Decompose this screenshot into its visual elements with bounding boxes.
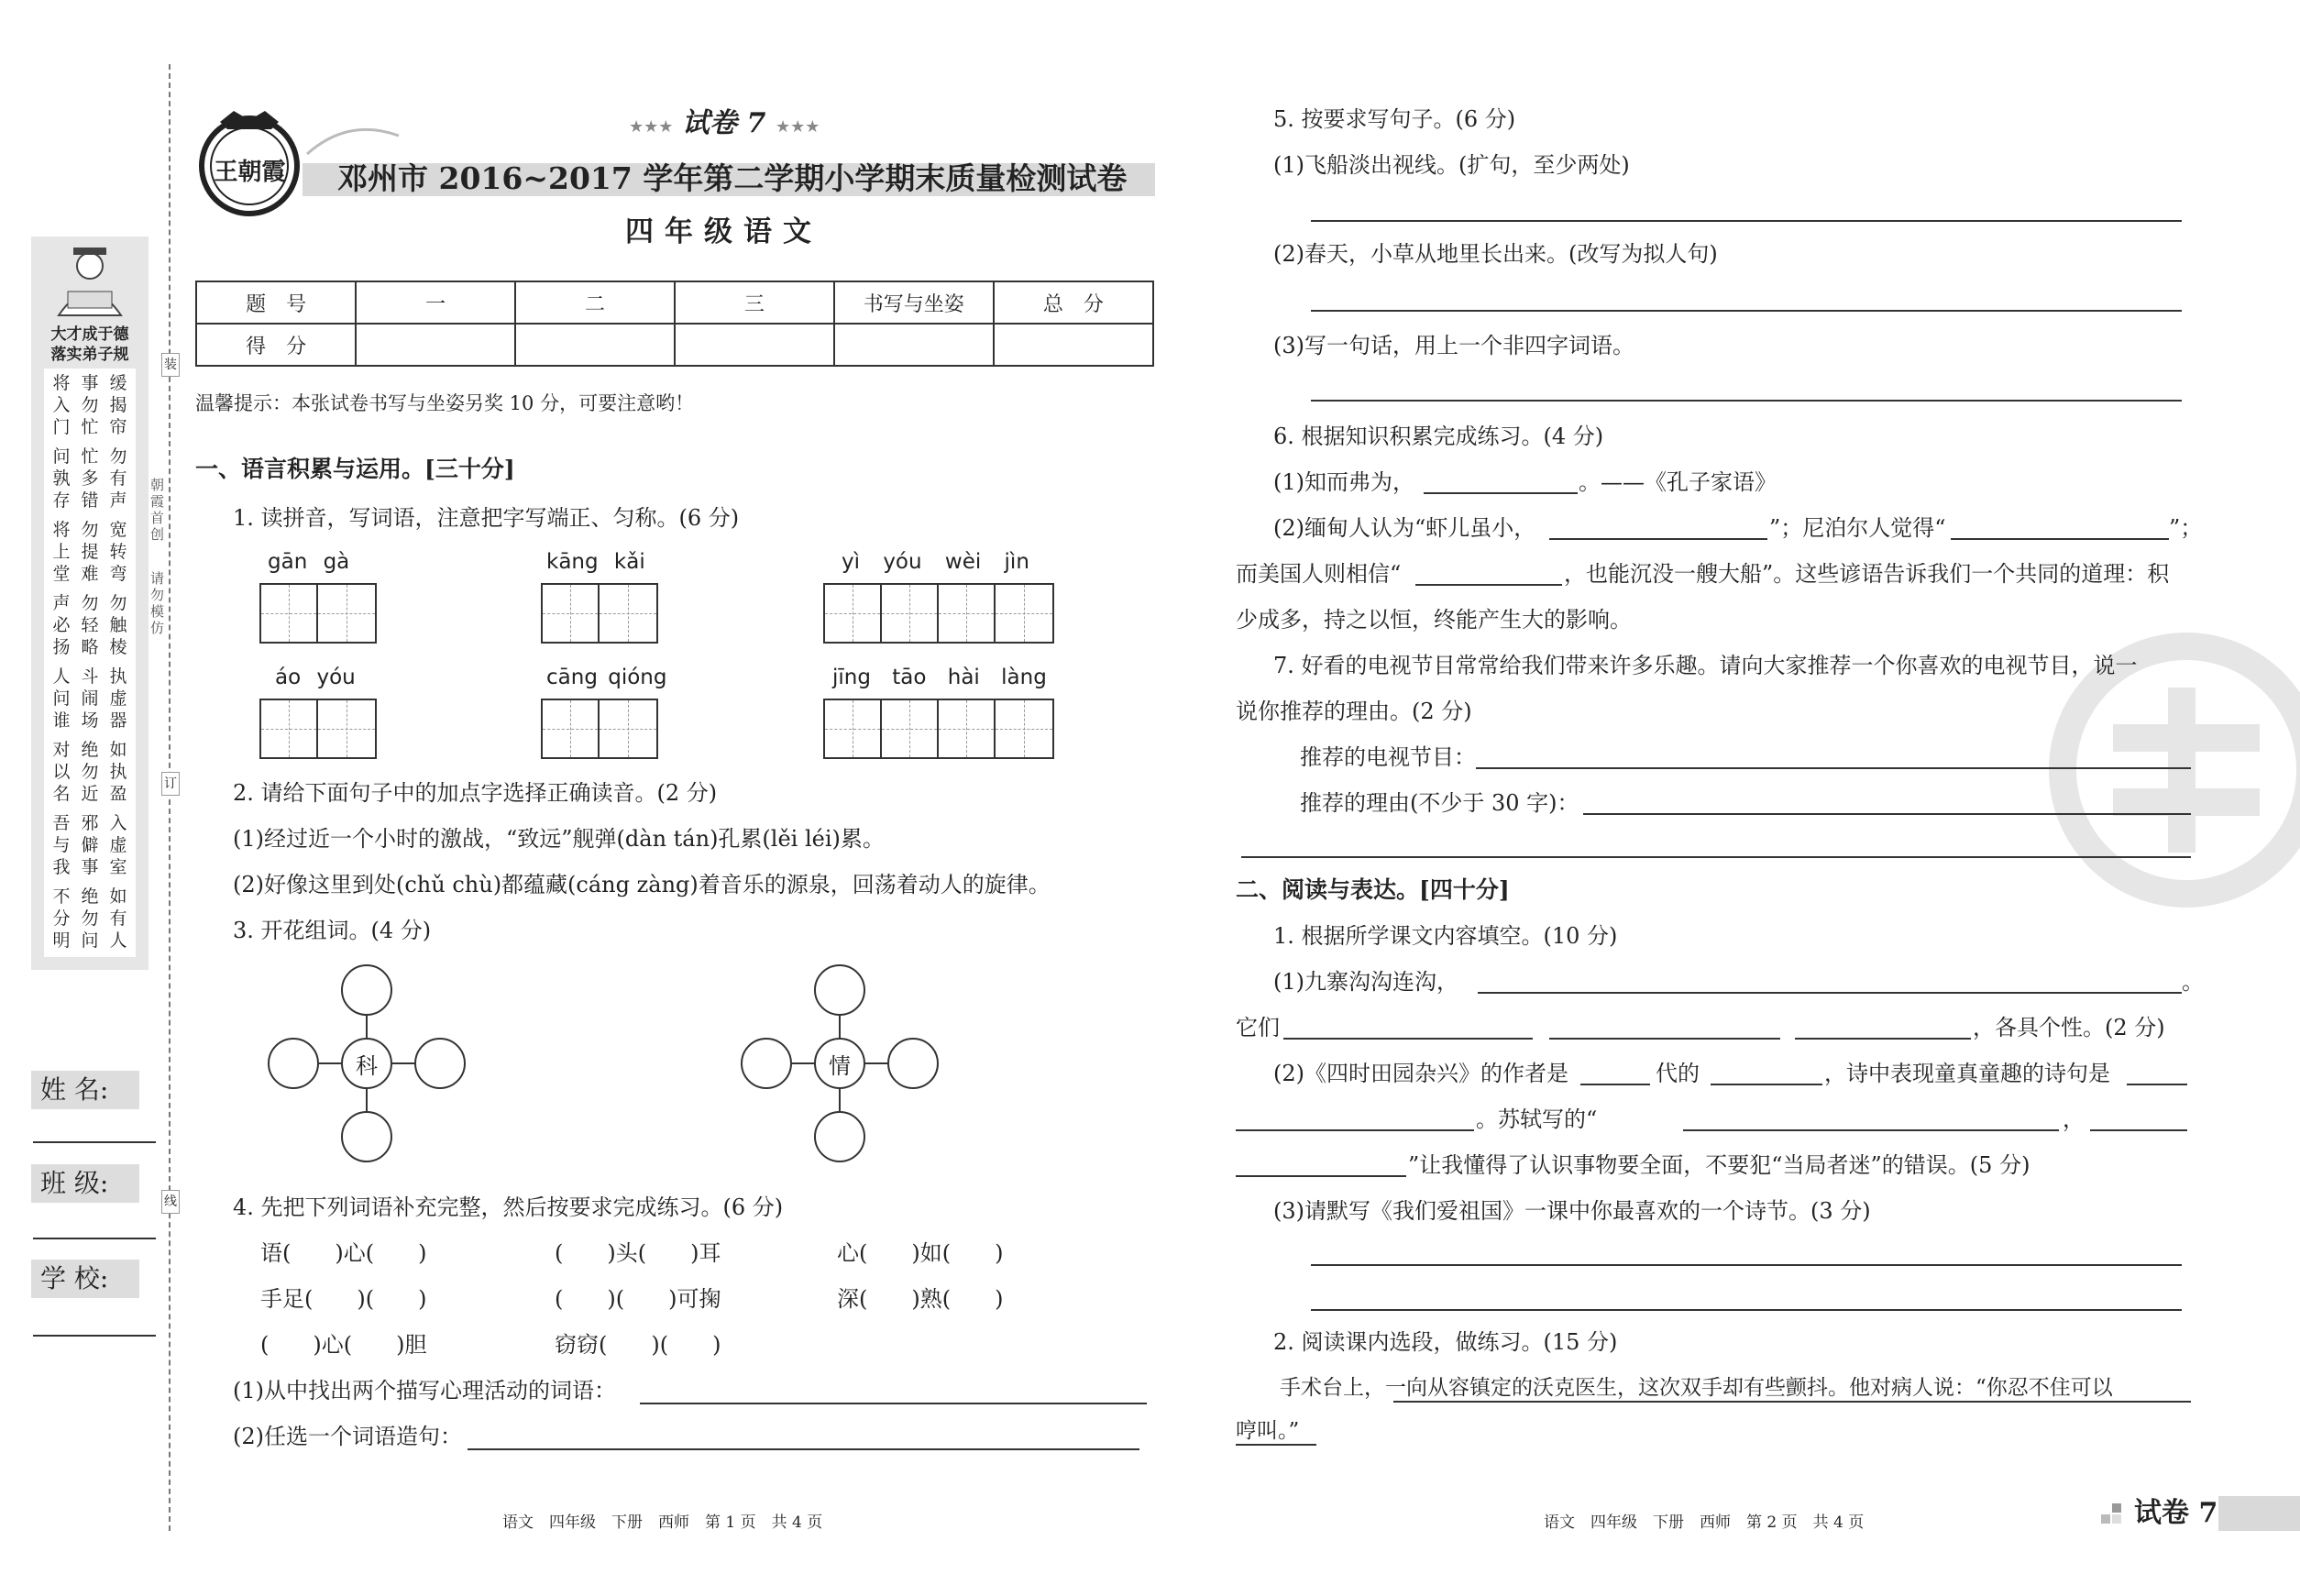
name-field[interactable] xyxy=(33,1141,156,1143)
writing-grid[interactable] xyxy=(541,583,658,644)
petal-blank[interactable] xyxy=(887,1038,939,1089)
pinyin-label: yì yóu wèi jìn xyxy=(842,550,1029,574)
petal-blank[interactable] xyxy=(814,1111,865,1162)
q4-sub-2: (2)任选一个词语造句： xyxy=(233,1424,462,1449)
p2-q1-sub-2d: 。苏轼写的“ xyxy=(1476,1106,1598,1132)
score-table-cell: 得 分 xyxy=(196,324,356,366)
q2-prompt: 2. 请给下面句子中的加点字选择正确读音。(2 分) xyxy=(233,780,718,806)
sidebar-text-panel xyxy=(44,369,136,957)
di-zi-gui-sidebar xyxy=(31,237,149,970)
fill-blank[interactable] xyxy=(1549,538,1767,540)
sidebar-column: 入虚室 xyxy=(109,813,127,877)
q6-sub-1a: (1)知而弗为， xyxy=(1273,469,1414,495)
q7-reason-label: 推荐的理由(不少于 30 字)： xyxy=(1300,790,1579,816)
p2-q2-prompt: 2. 阅读课内选段，做练习。(15 分) xyxy=(1273,1329,1618,1355)
flower-diagram-2 xyxy=(739,963,941,1164)
footer-left: 语文 四年级 下册 西师 第 1 页 共 4 页 xyxy=(502,1513,823,1532)
sidebar-motto-2: 落实弟子规 xyxy=(50,346,129,364)
idiom-blank[interactable]: ( )心( )胆 xyxy=(260,1332,427,1358)
stars-left: ★★★ xyxy=(629,117,674,137)
q6-sub-1b: 。——《孔子家语》 xyxy=(1579,469,1777,495)
p2-q1-sub-1a: (1)九寨沟沟连沟， xyxy=(1273,969,1458,995)
petal-blank[interactable] xyxy=(414,1038,466,1089)
idiom-blank[interactable]: 心( )如( ) xyxy=(837,1240,1004,1266)
answer-line[interactable] xyxy=(1311,220,2182,222)
idiom-blank[interactable]: 手足( )( ) xyxy=(260,1286,427,1312)
footer-right: 语文 四年级 下册 西师 第 2 页 共 4 页 xyxy=(1544,1513,1865,1532)
q3-prompt: 3. 开花组词。(4 分) xyxy=(233,918,432,943)
q6-prompt: 6. 根据知识积累完成练习。(4 分) xyxy=(1273,424,1604,449)
idiom-blank[interactable]: 窃窃( )( ) xyxy=(555,1332,721,1358)
fill-blank[interactable] xyxy=(1580,1084,1650,1085)
footer-tag-band xyxy=(2218,1496,2300,1531)
answer-line[interactable] xyxy=(468,1448,1139,1450)
sidebar-column: 对以名 xyxy=(52,740,71,804)
q2-sentence-1: (1)经过近一个小时的激战，“致远”舰弹(dàn tán)孔累(lěi léi)累。 xyxy=(233,826,885,852)
answer-line[interactable] xyxy=(640,1403,1147,1404)
sidebar-column: 勿轻略 xyxy=(81,593,99,657)
fill-blank[interactable] xyxy=(1424,492,1578,494)
flower-center: 科 xyxy=(341,1038,392,1089)
idiom-blank[interactable]: ( )( )可掬 xyxy=(555,1286,721,1312)
sidebar-column: 将上堂 xyxy=(52,520,71,584)
sidebar-column: 如有人 xyxy=(109,886,127,951)
p2-q1-sub-1b: 它们 xyxy=(1236,1015,1280,1040)
p2-q1-sub-2c: ，诗中表现童真童趣的诗句是 xyxy=(1824,1061,2110,1086)
stars-right: ★★★ xyxy=(776,117,820,137)
warm-tip: 温馨提示：本张试卷书写与坐姿另奖 10 分，可要注意哟！ xyxy=(195,392,695,414)
score-table-header-row xyxy=(196,281,1153,324)
idiom-blank[interactable]: ( )头( )耳 xyxy=(555,1240,721,1266)
tv-program-field[interactable] xyxy=(1476,767,2191,769)
school-label: 学 校: xyxy=(31,1260,139,1298)
sidebar-column: 绝勿近 xyxy=(81,740,99,804)
passage-underline xyxy=(1393,1401,2191,1403)
school-field[interactable] xyxy=(33,1335,156,1337)
wangzhaoxia-logo xyxy=(193,105,307,220)
sidebar-column: 不分明 xyxy=(52,886,71,951)
writing-grid[interactable] xyxy=(823,583,1054,644)
name-label: 姓 名: xyxy=(31,1071,139,1109)
reason-field-continued[interactable] xyxy=(1241,856,2191,858)
fill-blank[interactable] xyxy=(1236,1175,1406,1177)
pinyin-label: gān gà xyxy=(268,550,350,574)
sidebar-column: 勿有声 xyxy=(109,446,127,511)
petal-blank[interactable] xyxy=(341,964,392,1016)
q6-sub-3b: ，也能沉没一艘大船”。这些谚语告诉我们一个共同的道理：积 xyxy=(1564,561,2170,587)
score-table-cell: 三 xyxy=(675,281,834,324)
q6-sub-3a: 而美国人则相信“ xyxy=(1236,561,1402,587)
sidebar-motto-1: 大才成于德 xyxy=(50,325,129,344)
corner-squares-icon-svg xyxy=(2101,1503,2123,1525)
fill-blank[interactable] xyxy=(1683,1129,2059,1131)
sidebar-column: 执虚器 xyxy=(109,666,127,731)
sidebar-column: 绝勿问 xyxy=(81,886,99,951)
idiom-blank[interactable]: 深( )熟( ) xyxy=(837,1286,1004,1312)
fill-blank[interactable] xyxy=(1795,1038,1971,1040)
margin-note-1: 朝霞首创 xyxy=(150,477,165,543)
q5-sub-3: (3)写一句话，用上一个非四字词语。 xyxy=(1273,333,1634,358)
p2-q1-sub-2b: 代的 xyxy=(1656,1061,1700,1086)
p2-q1-sub-1c: ，各具个性。(2 分) xyxy=(1973,1015,2165,1040)
scholar-illustration-icon xyxy=(31,242,149,325)
petal-blank[interactable] xyxy=(341,1111,392,1162)
seal-mark-3: 线 xyxy=(161,1190,180,1214)
sidebar-column: 如执盈 xyxy=(109,740,127,804)
logo-text: 王朝霞 xyxy=(214,159,286,186)
sidebar-column: 忙多错 xyxy=(81,446,99,511)
fill-blank[interactable] xyxy=(1478,992,2182,994)
flower-diagram-1 xyxy=(266,963,468,1164)
sidebar-column: 问孰存 xyxy=(52,446,71,511)
q7-prompt-line1: 7. 好看的电视节目常常给我们带来许多乐趣。请向大家推荐一个你喜欢的电视节目，说一 xyxy=(1273,653,2138,678)
sidebar-column: 缓揭帘 xyxy=(109,373,127,437)
passage-underline xyxy=(1236,1444,1316,1446)
q1-prompt: 1. 读拼音，写词语，注意把字写端正、匀称。(6 分) xyxy=(233,505,740,531)
q6-sub-4: 少成多，持之以恒，终能产生大的影响。 xyxy=(1236,607,1632,633)
score-table xyxy=(195,281,1154,367)
answer-line[interactable] xyxy=(1311,1309,2182,1311)
answer-line[interactable] xyxy=(1311,1264,2182,1266)
sidebar-column: 斗闹场 xyxy=(81,666,99,731)
sidebar-column: 将入门 xyxy=(52,373,71,437)
comma: ， xyxy=(2063,1106,2085,1132)
passage-line-2: 哼叫。” xyxy=(1236,1419,1300,1443)
pinyin-label: áo yóu xyxy=(275,666,356,689)
fill-blank[interactable] xyxy=(1415,584,1562,586)
score-table-cell: 二 xyxy=(515,281,675,324)
writing-grid[interactable] xyxy=(541,699,658,759)
fill-blank[interactable] xyxy=(1549,1038,1780,1040)
q7-prompt-line2: 说你推荐的理由。(2 分) xyxy=(1236,699,1472,724)
sidebar-column: 声必扬 xyxy=(52,593,71,657)
idiom-blank[interactable]: 语( )心( ) xyxy=(260,1240,427,1266)
passage-line-1: 手术台上，一向从容镇定的沃克医生，这次双手却有些颤抖。他对病人说：“你忍不住可以 xyxy=(1280,1376,2113,1400)
sidebar-column: 吾与我 xyxy=(52,813,71,877)
q2-sentence-2: (2)好像这里到处(chǔ chù)都蕴藏(cáng zàng)着音乐的源泉，回荡着动人的旋律。 xyxy=(233,872,1051,897)
answer-line[interactable] xyxy=(1311,310,2182,312)
exam-title: 邓州市 2016~2017 学年第二学期小学期末质量检测试卷 xyxy=(337,160,1128,196)
petal-blank[interactable] xyxy=(268,1038,319,1089)
ribbon-decoration xyxy=(303,117,403,163)
writing-grid[interactable] xyxy=(823,699,1054,759)
pinyin-label: jīng tāo hài làng xyxy=(832,666,1047,689)
q5-sub-2: (2)春天，小草从地里长出来。(改写为拟人句) xyxy=(1273,241,1718,267)
fill-blank[interactable] xyxy=(2090,1129,2187,1131)
score-cell-input[interactable] xyxy=(834,324,994,366)
p2-q1-sub-2e: ”让我懂得了认识事物要全面，不要犯“当局者迷”的错误。(5 分) xyxy=(1408,1152,2030,1178)
flower-center: 情 xyxy=(814,1038,865,1089)
q7-program-label: 推荐的电视节目： xyxy=(1300,744,1476,770)
q6-sub-2c: ”； xyxy=(2169,515,2203,541)
seal-mark-1: 装 xyxy=(161,353,180,377)
sidebar-column: 邪僻事 xyxy=(81,813,99,877)
sidebar-column: 人问谁 xyxy=(52,666,71,731)
fill-blank[interactable] xyxy=(1711,1084,1822,1085)
answer-line[interactable] xyxy=(1311,400,2182,402)
ribbon-swirl-icon xyxy=(303,117,403,163)
part1-heading: 一、语言积累与运用。[三十分] xyxy=(195,456,515,482)
footer-paper-tag: 试卷 7 xyxy=(2134,1497,2218,1529)
sidebar-column: 勿触棱 xyxy=(109,593,127,657)
writing-grid[interactable] xyxy=(259,699,377,759)
part2-heading: 二、阅读与表达。[四十分] xyxy=(1236,876,1510,903)
p2-q1-sub-3: (3)请默写《我们爱祖国》一课中你最喜欢的一个诗节。(3 分) xyxy=(1273,1198,1871,1224)
q6-sub-2a: (2)缅甸人认为“虾儿虽小， xyxy=(1273,515,1536,541)
q6-sub-2b: ”；尼泊尔人觉得“ xyxy=(1769,515,1946,541)
seal-mark-2: 订 xyxy=(161,772,180,796)
score-table-cell: 一 xyxy=(356,281,515,324)
reason-field[interactable] xyxy=(1583,813,2191,815)
fill-blank[interactable] xyxy=(1283,1038,1533,1040)
subject-title: 四年级语文 xyxy=(625,215,822,248)
score-cell-input[interactable] xyxy=(356,324,515,366)
q4-sub-1: (1)从中找出两个描写心理活动的词语： xyxy=(233,1378,616,1403)
petal-blank[interactable] xyxy=(814,964,865,1016)
class-label: 班 级: xyxy=(31,1164,139,1203)
pinyin-label: kāng kǎi xyxy=(546,550,645,574)
q5-sub-1: (1)飞船淡出视线。(扩句，至少两处) xyxy=(1273,152,1630,178)
score-table-cell: 总 分 xyxy=(994,281,1153,324)
score-table-cell: 题 号 xyxy=(196,281,356,324)
score-table-cell: 书写与坐姿 xyxy=(834,281,994,324)
corner-squares-icon xyxy=(2101,1503,2123,1525)
writing-grid[interactable] xyxy=(259,583,377,644)
binding-dashed-line xyxy=(169,64,171,1531)
sidebar-column: 事勿忙 xyxy=(81,373,99,437)
score-cell-input[interactable] xyxy=(675,324,834,366)
p2-q1-sub-1-end: 。 xyxy=(2182,969,2204,995)
score-cell-input[interactable] xyxy=(994,324,1153,366)
sidebar-column: 宽转弯 xyxy=(109,520,127,584)
petal-blank[interactable] xyxy=(741,1038,792,1089)
fill-blank[interactable] xyxy=(1951,538,2169,540)
q4-prompt: 4. 先把下列词语补充完整，然后按要求完成练习。(6 分) xyxy=(233,1194,784,1220)
paper-tag: 试卷 7 xyxy=(682,107,766,139)
score-cell-input[interactable] xyxy=(515,324,675,366)
fill-blank[interactable] xyxy=(1236,1129,1474,1131)
fill-blank[interactable] xyxy=(2127,1084,2187,1085)
p2-q1-prompt: 1. 根据所学课文内容填空。(10 分) xyxy=(1273,923,1618,949)
margin-note-2: 请勿模仿 xyxy=(150,570,165,636)
q5-prompt: 5. 按要求写句子。(6 分) xyxy=(1273,106,1516,132)
score-table-score-row xyxy=(196,324,1153,366)
pinyin-label: cāng qióng xyxy=(546,666,667,689)
p2-q1-sub-2a: (2)《四时田园杂兴》的作者是 xyxy=(1273,1061,1568,1086)
sidebar-column: 勿提难 xyxy=(81,520,99,584)
class-field[interactable] xyxy=(33,1238,156,1239)
